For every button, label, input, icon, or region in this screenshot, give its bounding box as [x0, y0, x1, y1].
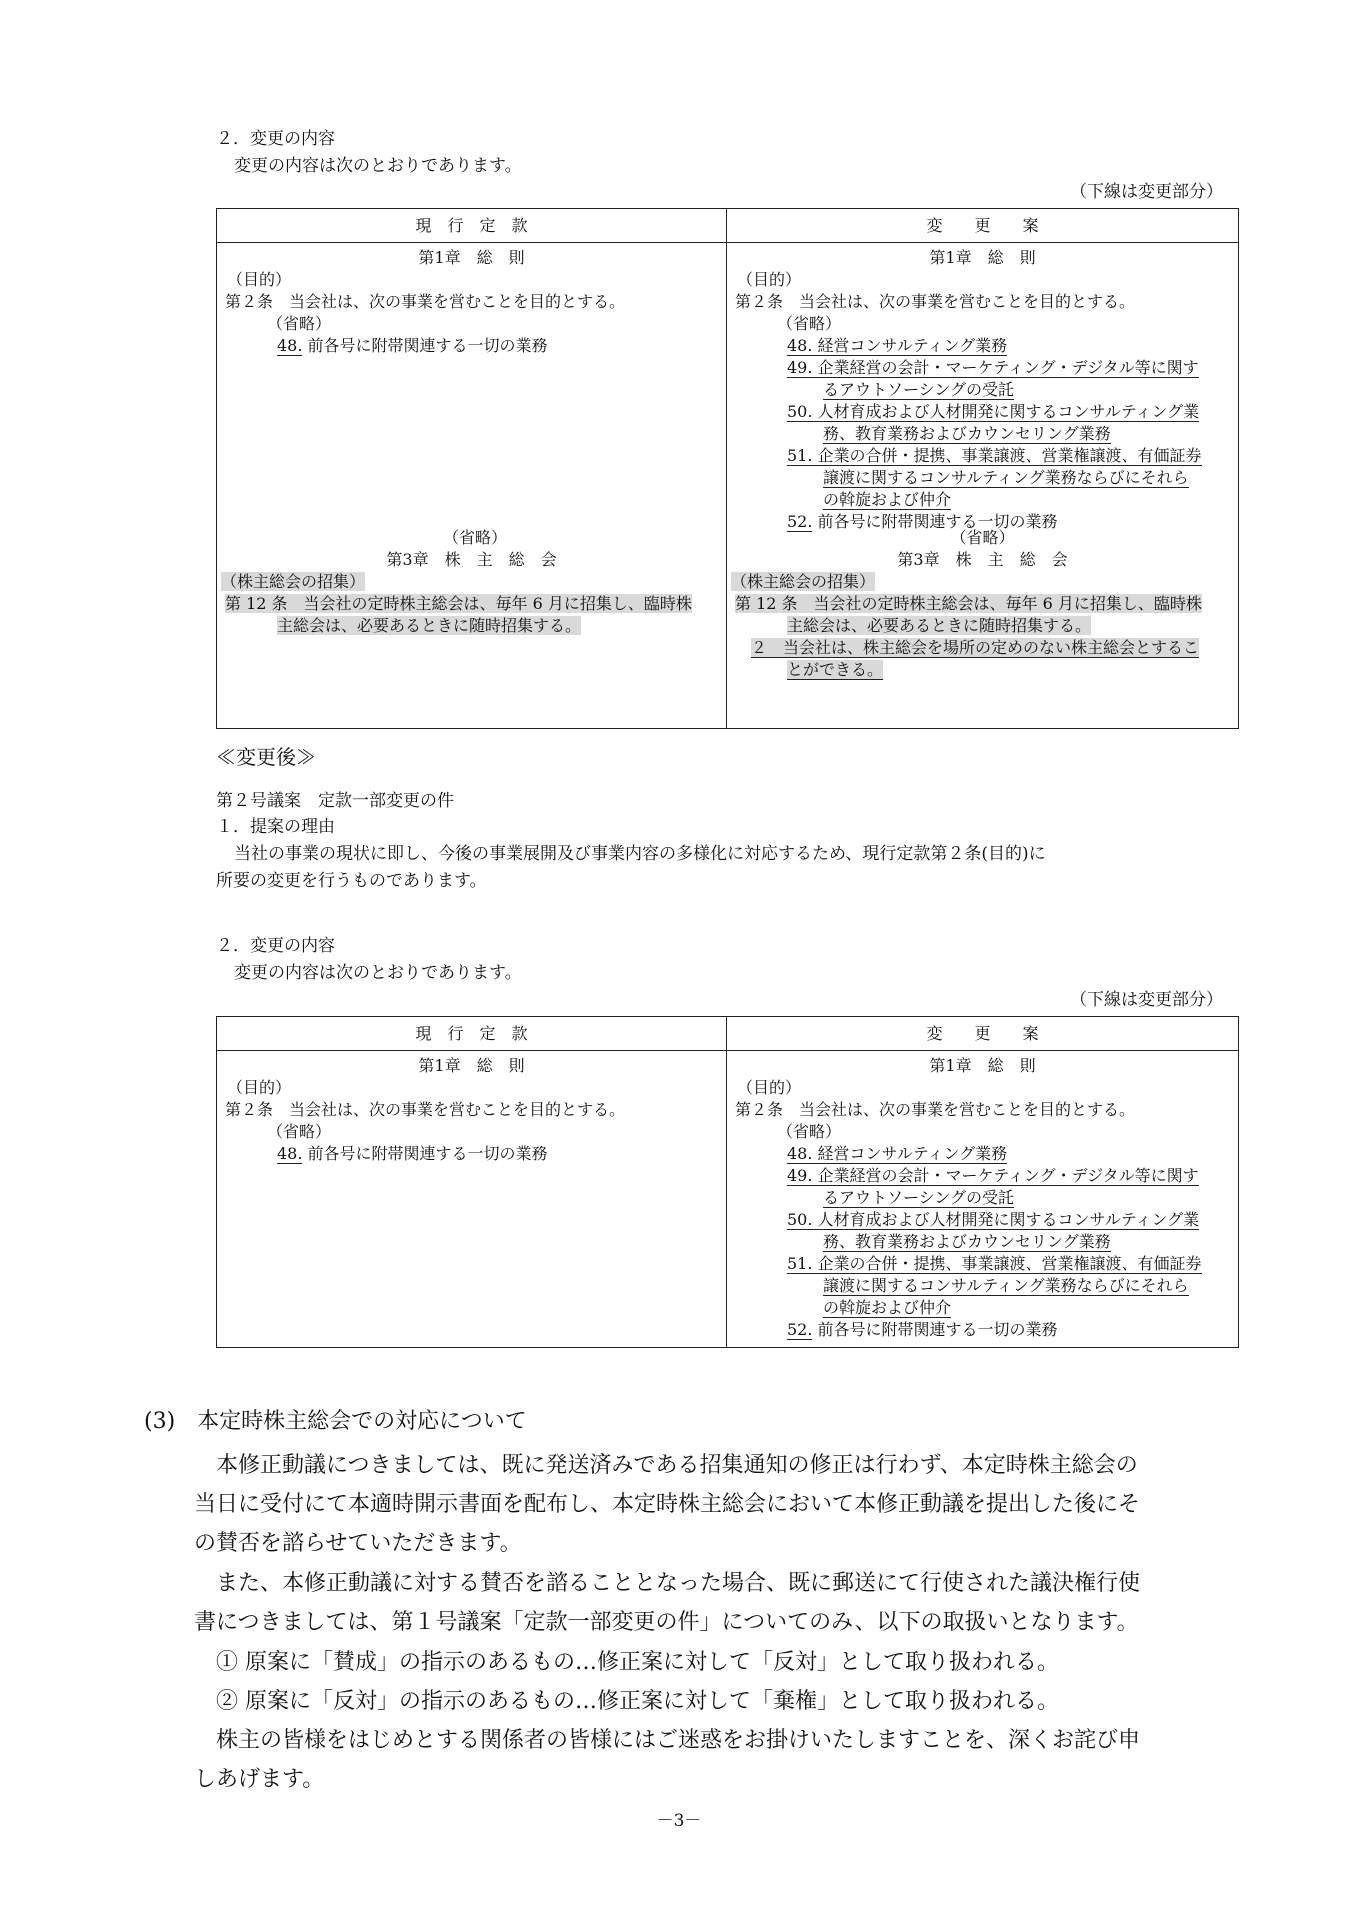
item-52: 52. 前各号に附帯関連する一切の業務 — [787, 512, 1058, 531]
item-48: 48. 前各号に附帯関連する一切の業務 — [277, 336, 548, 355]
item-50-line2: 務、教育業務およびカウンセリング業務 — [823, 424, 1111, 443]
reason-heading: １．提案の理由 — [216, 817, 335, 837]
purpose-label: （目的） — [227, 1078, 292, 1097]
omitted-2: （省略） — [443, 528, 508, 547]
section-b-intro: 変更の内容は次のとおりであります。 — [234, 963, 522, 983]
section-3-heading: (3) 本定時株主総会での対応について — [144, 1409, 527, 1434]
item-50-line1: 50. 人材育成および人材開発に関するコンサルティング業 — [787, 1210, 1200, 1229]
article-12-line2: 主総会は、必要あるときに随時招集する。 — [787, 616, 1092, 635]
convocation-label: （株主総会の招集） — [731, 572, 876, 591]
section-a-intro: 変更の内容は次のとおりであります。 — [234, 156, 522, 176]
section-3-item-2: ② 原案に「反対」の指示のあるもの…修正案に対して「棄権」として取り扱われる。 — [216, 1689, 1059, 1714]
section-3-p3-line2: しあげます。 — [194, 1767, 325, 1792]
item-51-line1: 51. 企業の合併・提携、事業譲渡、営業権譲渡、有価証券 — [787, 1254, 1202, 1273]
item-48-new: 48. 経営コンサルティング業務 — [787, 1144, 1008, 1163]
proposal-title: 第２号議案 定款一部変更の件 — [216, 791, 454, 811]
item-51-line2: 譲渡に関するコンサルティング業務ならびにそれら — [823, 1276, 1189, 1295]
purpose-label: （目的） — [737, 1078, 802, 1097]
omitted: （省略） — [777, 1122, 842, 1141]
item-48: 48. 前各号に附帯関連する一切の業務 — [277, 1144, 548, 1163]
article-12-line1: 第 12 条 当会社の定時株主総会は、毎年 6 月に招集し、臨時株 — [735, 594, 1202, 613]
purpose-label: （目的） — [227, 270, 292, 289]
purpose-label: （目的） — [737, 270, 802, 289]
section-3-p2-line2: 書につきましては、第１号議案「定款一部変更の件」についてのみ、以下の取扱いとなります。 — [194, 1610, 1139, 1635]
article-12-line1: 第 12 条 当会社の定時株主総会は、毎年 6 月に招集し、臨時株 — [225, 594, 692, 613]
article-2: 第２条 当会社は、次の事業を営むことを目的とする。 — [225, 292, 626, 311]
section-3-p3-line1: 株主の皆様をはじめとする関係者の皆様にはご迷惑をお掛けいたしますことを、深くお詫び申 — [216, 1728, 1141, 1753]
comparison-table-b — [216, 1016, 1239, 1348]
section-a-note: （下線は変更部分） — [1070, 182, 1223, 202]
article-12-line2: 主総会は、必要あるときに随時招集する。 — [277, 616, 582, 635]
chapter-3: 第3章 株 主 総 会 — [386, 550, 557, 569]
section-b-heading: ２．変更の内容 — [216, 936, 335, 956]
header-current: 現 行 定 款 — [217, 209, 727, 243]
reason-line1: 当社の事業の現状に即し、今後の事業展開及び事業内容の多様化に対応するため、現行定款第２条(目的)に — [234, 844, 1046, 864]
section-3-p1-line1: 本修正動議につきましては、既に発送済みである招集通知の修正は行わず、本定時株主総会の — [216, 1453, 1138, 1478]
current-articles — [217, 243, 727, 729]
item-49-line1: 49. 企業経営の会計・マーケティング・デジタル等に関す — [787, 1166, 1199, 1185]
chapter-1: 第1章 総 則 — [929, 1056, 1036, 1075]
section-3-p1-line3: の賛否を諮らせていただきます。 — [194, 1531, 522, 1556]
chapter-1: 第1章 総 則 — [418, 1056, 525, 1075]
section-a-heading: ２．変更の内容 — [216, 129, 335, 149]
item-49-line2: るアウトソーシングの受託 — [823, 380, 1014, 399]
item-51-line2: 譲渡に関するコンサルティング業務ならびにそれら — [823, 468, 1189, 487]
section-3-p2-line1: また、本修正動議に対する賛否を諮ることとなった場合、既に郵送にて行使された議決権行使 — [216, 1571, 1141, 1596]
omitted: （省略） — [267, 314, 332, 333]
article-12-para2-line1: ２ 当会社は、株主総会を場所の定めのない株主総会とするこ — [751, 638, 1200, 657]
chapter-1: 第1章 総 則 — [929, 248, 1036, 267]
page-number: －3－ — [656, 1811, 702, 1831]
section-b-note: （下線は変更部分） — [1070, 990, 1223, 1010]
article-2: 第２条 当会社は、次の事業を営むことを目的とする。 — [735, 1100, 1136, 1119]
comparison-table-a — [216, 208, 1239, 729]
article-2: 第２条 当会社は、次の事業を営むことを目的とする。 — [735, 292, 1136, 311]
article-2: 第２条 当会社は、次の事業を営むことを目的とする。 — [225, 1100, 626, 1119]
omitted: （省略） — [267, 1122, 332, 1141]
omitted: （省略） — [777, 314, 842, 333]
item-49-line2: るアウトソーシングの受託 — [823, 1188, 1014, 1207]
chapter-3: 第3章 株 主 総 会 — [897, 550, 1068, 569]
header-proposed: 変 更 案 — [727, 209, 1239, 243]
reason-line2: 所要の変更を行うものであります。 — [216, 871, 487, 891]
item-50-line1: 50. 人材育成および人材開発に関するコンサルティング業 — [787, 402, 1200, 421]
proposed-articles — [727, 1051, 1239, 1348]
item-52: 52. 前各号に附帯関連する一切の業務 — [787, 1320, 1058, 1339]
omitted-2: （省略） — [950, 528, 1015, 547]
item-50-line2: 務、教育業務およびカウンセリング業務 — [823, 1232, 1111, 1251]
item-51-line3: の斡旋および仲介 — [823, 1298, 952, 1317]
item-51-line3: の斡旋および仲介 — [823, 490, 952, 509]
after-title: ≪変更後≫ — [216, 745, 316, 769]
item-49-line1: 49. 企業経営の会計・マーケティング・デジタル等に関す — [787, 358, 1199, 377]
proposed-articles — [727, 243, 1239, 729]
article-12-para2-line2: とができる。 — [787, 660, 884, 679]
chapter-1: 第1章 総 則 — [418, 248, 525, 267]
current-articles — [217, 1051, 727, 1348]
header-proposed: 変 更 案 — [727, 1017, 1239, 1051]
header-current: 現 行 定 款 — [217, 1017, 727, 1051]
item-51-line1: 51. 企業の合併・提携、事業譲渡、営業権譲渡、有価証券 — [787, 446, 1202, 465]
section-3-p1-line2: 当日に受付にて本適時開示書面を配布し、本定時株主総会において本修正動議を提出した後にそ — [194, 1492, 1141, 1517]
item-48-new: 48. 経営コンサルティング業務 — [787, 336, 1008, 355]
convocation-label: （株主総会の招集） — [221, 572, 366, 591]
section-3-item-1: ① 原案に「賛成」の指示のあるもの…修正案に対して「反対」として取り扱われる。 — [216, 1650, 1059, 1675]
